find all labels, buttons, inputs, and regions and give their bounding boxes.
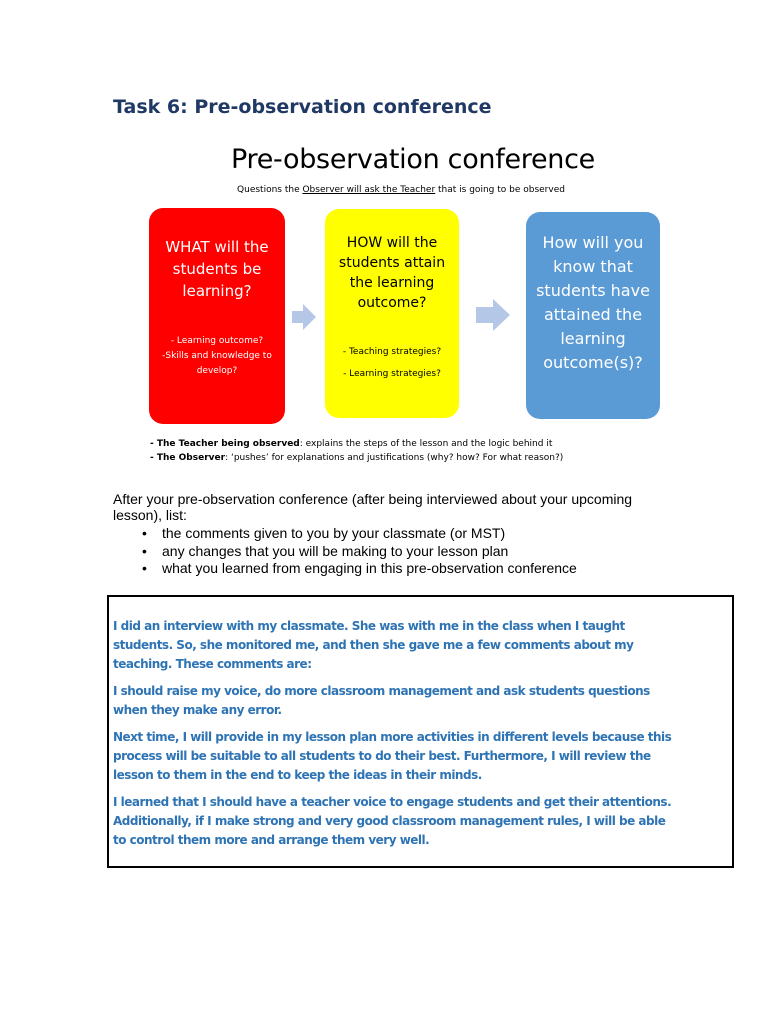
answer-paragraph: I should raise my voice, do more classroom management and ask students questions when they make any error. <box>113 684 650 717</box>
answer-paragraph: I learned that I should have a teacher voice to engage students and get their attentions. Additionally, if I make strong and very good classroom management rules, I will be able to control them more and arrange them very well. <box>113 795 672 847</box>
how-box <box>325 209 459 418</box>
how-know-box-heading: How will you know that students have attained the learning outcome(s)? <box>536 233 650 372</box>
instructions-list-item: • what you learned from engaging in this pre-observation conference <box>142 560 577 578</box>
answer-paragraph: Next time, I will provide in my lesson plan more activities in different levels because this process will be suitable to all students to do their best. Furthermore, I will review the lesson to them in the end to keep the ideas in their minds. <box>113 730 672 782</box>
figure-note-text: : explains the steps of the lesson and the logic behind it <box>299 439 553 449</box>
instructions-list <box>142 525 577 578</box>
answer-paragraph: I did an interview with my classmate. She was with me in the class when I taught students. So, she monitored me, and then she gave me a few comments about my teaching. These comments are: <box>113 619 634 671</box>
figure-note-text: : ‘pushes’ for explanations and justifications (why? how? For what reason?) <box>225 453 564 463</box>
what-box <box>149 208 285 424</box>
right-arrow-icon <box>292 304 316 330</box>
figure-note-label: - The Teacher being observed <box>150 439 300 449</box>
figure-subtitle-after: that is going to be observed <box>435 185 565 195</box>
how-box-heading: HOW will the students attain the learning outcome? <box>338 235 446 311</box>
figure-subtitle <box>0 185 768 195</box>
figure-subtitle-underlined: Observer will ask the Teacher <box>302 185 436 195</box>
right-arrow-icon <box>476 299 510 331</box>
answer-text <box>113 617 673 858</box>
task-title: Task 6: Pre-observation conference <box>113 96 492 118</box>
figure-note <box>150 437 563 451</box>
what-box-heading: WHAT will the students be learning? <box>165 238 269 300</box>
figure-title: Pre-observation conference <box>231 144 595 175</box>
how-box-items <box>325 341 459 385</box>
how-know-box <box>526 212 660 419</box>
what-box-item: - Learning outcome? <box>170 336 264 346</box>
figure-notes <box>150 437 563 465</box>
what-box-items <box>149 334 285 379</box>
what-box-item: -Skills and knowledge to develop? <box>162 351 272 376</box>
instructions-list-item: • the comments given to you by your classmate (or MST) <box>142 525 577 543</box>
how-box-item: - Teaching strategies? <box>342 347 442 357</box>
figure-subtitle-before: Questions the <box>237 185 303 195</box>
figure-note <box>150 451 563 465</box>
how-box-item: - Learning strategies? <box>343 369 441 379</box>
figure-note-label: - The Observer <box>150 453 226 463</box>
instructions-list-item: • any changes that you will be making to your lesson plan <box>142 543 577 561</box>
instructions-paragraph: After your pre-observation conference (after being interviewed about your upcoming lesson), list: <box>113 491 633 523</box>
